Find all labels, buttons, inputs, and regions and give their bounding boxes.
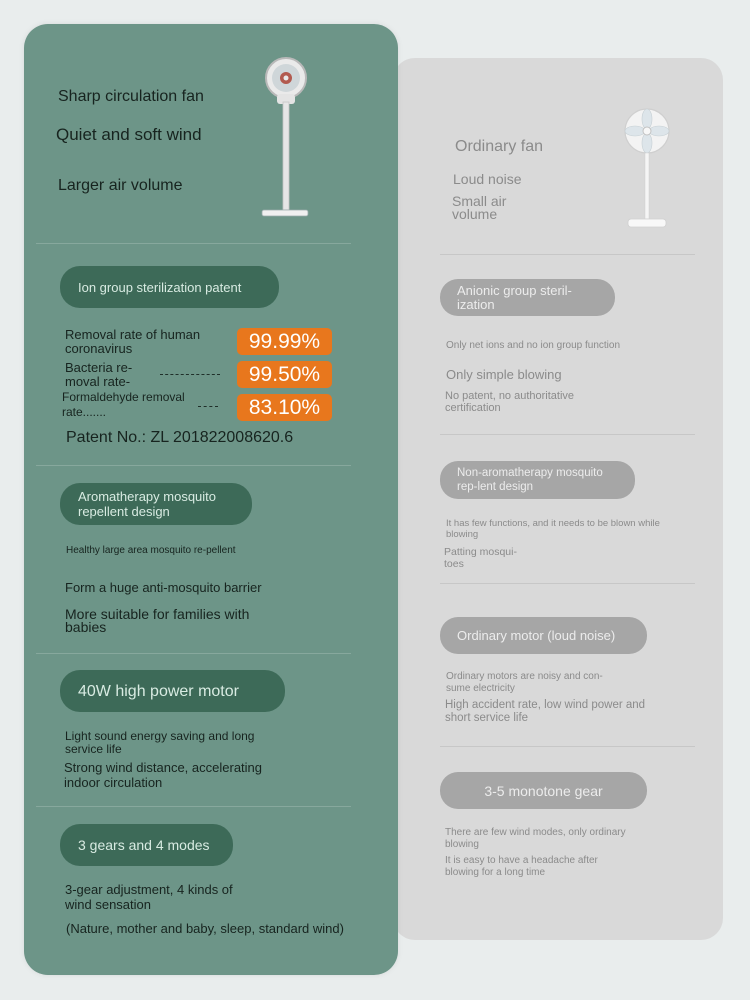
non-aromatherapy-header: Non-aromatherapy mosquito rep-lent design [440, 461, 635, 499]
gear-r-line-2: It is easy to have a headache after blowing for a long time [445, 855, 598, 878]
aroma-line-1: Healthy large area mosquito re-pellent [66, 545, 236, 556]
left-divider [36, 465, 351, 466]
motor-line-2: Strong wind distance, accelerating indoor circulation [64, 760, 263, 790]
ordinary-motor-header: Ordinary motor (loud noise) [440, 617, 647, 654]
right-feature-volume: Small air volume [452, 193, 507, 222]
anionic-header: Anionic group steril-ization [440, 279, 615, 316]
left-divider [36, 243, 351, 244]
rate-value-formaldehyde: 83.10% [237, 394, 332, 421]
ion-sterilization-header: Ion group sterilization patent [60, 266, 279, 308]
gears-header: 3 gears and 4 modes [60, 824, 233, 866]
rate-label-coronavirus: Removal rate of human coronavirus [65, 327, 201, 356]
circulation-fan-image [255, 52, 315, 222]
motor-r-line-2: High accident rate, low wind power and short service life [445, 699, 646, 724]
right-feature-noise: Loud noise [453, 171, 522, 187]
aroma-line-3: More suitable for families with babies [65, 606, 250, 635]
leader-line [198, 406, 218, 407]
left-divider [36, 653, 351, 654]
patent-number: Patent No.: ZL 201822008620.6 [66, 429, 294, 446]
left-divider [36, 806, 351, 807]
left-feature-quiet: Quiet and soft wind [56, 125, 202, 144]
gears-line-2: (Nature, mother and baby, sleep, standard wind) [66, 921, 344, 936]
rate-label-bacteria: Bacteria re-moval rate- [65, 360, 133, 389]
left-feature-volume: Larger air volume [58, 177, 183, 194]
nonaroma-line-1: It has few functions, and it needs to be blown while blowing [446, 518, 660, 540]
right-title: Ordinary fan [455, 138, 544, 155]
left-title: Sharp circulation fan [58, 88, 204, 105]
leader-line [160, 374, 220, 375]
right-divider [440, 254, 695, 255]
right-divider [440, 583, 695, 584]
gears-line-1: 3-gear adjustment, 4 kinds of wind sensation [65, 882, 233, 912]
anion-line-3: No patent, no authoritative certification [445, 390, 575, 414]
anion-line-2: Only simple blowing [446, 367, 562, 382]
nonaroma-line-2: Patting mosqui-toes [444, 546, 517, 570]
aromatherapy-header: Aromatherapy mosquito repellent design [60, 483, 252, 525]
rate-value-bacteria: 99.50% [237, 361, 332, 388]
aroma-line-2: Form a huge anti-mosquito barrier [65, 580, 262, 595]
anion-line-1: Only net ions and no ion group function [446, 340, 621, 351]
motor-r-line-1: Ordinary motors are noisy and con-sume electricity [446, 671, 603, 694]
right-divider [440, 434, 695, 435]
rate-label-formaldehyde: Formaldehyde removal rate....... [62, 390, 185, 419]
rate-value-coronavirus: 99.99% [237, 328, 332, 355]
motor-line-1: Light sound energy saving and long service life [65, 729, 255, 756]
right-divider [440, 746, 695, 747]
ordinary-fan-image [618, 106, 674, 232]
gear-r-line-1: There are few wind modes, only ordinary blowing [445, 827, 626, 850]
monotone-gear-header: 3-5 monotone gear [440, 772, 647, 809]
motor-header: 40W high power motor [60, 670, 285, 712]
